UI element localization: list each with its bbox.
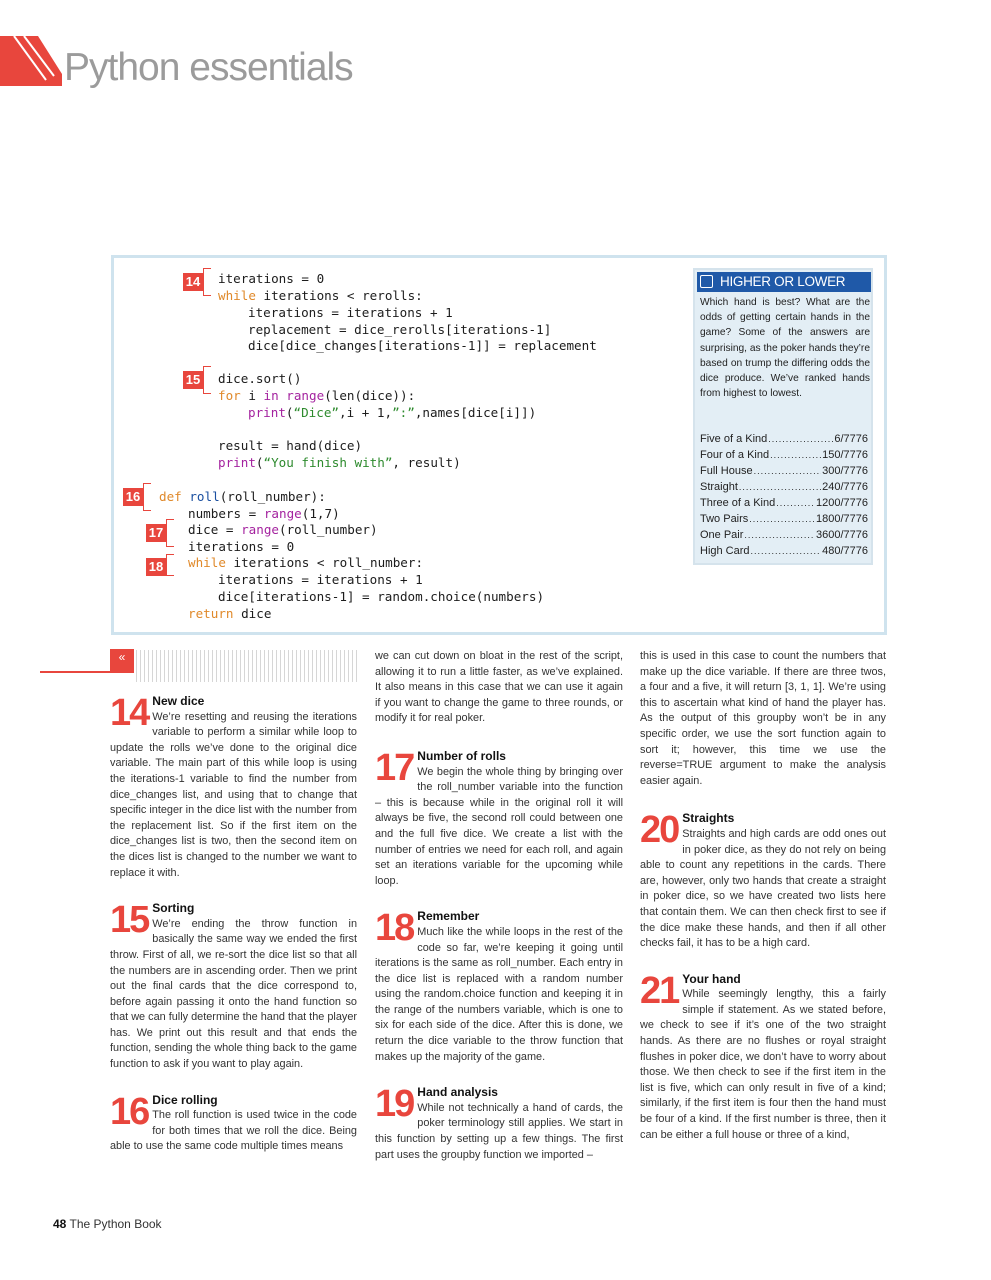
- step-title: Dice rolling: [152, 1092, 218, 1107]
- hand-row: Two Pairs ..... 1800/7776: [700, 511, 868, 527]
- step-title: Hand analysis: [417, 1085, 498, 1100]
- article-column-3: [640, 649, 886, 1163]
- hand-row: Five of a Kind ..... 6/7776: [700, 431, 868, 447]
- step-number: 14: [110, 694, 149, 734]
- code-line: dice[dice_changes[iterations-1]] = replacement: [248, 338, 597, 353]
- code-line: print(“Dice”,i + 1,”:”,names[dice[i]]): [248, 405, 537, 420]
- step-body: While seemingly lengthy, this a fairly simple if statement. As we stated before, we check to see if it’s one of the two straight hands. As there are no flushes or royal straight flushes in poker dice, we don’t have to worry about those. We then check to see if the first item in the list is five, which can only result in five of a kind; similarly, if the first item is four then the hand must be four of a kind. If the first number is three, then it can be either a full house or three of a kind,: [640, 988, 886, 1141]
- section-14: [110, 694, 357, 881]
- section-20: [640, 811, 886, 951]
- page-number: 48: [53, 1217, 67, 1231]
- step-body: Much like the while loops in the rest of the code so far, we’re keeping it going until iterations is the same as roll_number. Each entry in the dice list is replaced with a random number using the random.choice function and keeping it in the range of the numbers variable, which is one to six for each side of the dice. After this is done, we return the dice variable to the throw function that makes up the majority of the game.: [375, 925, 623, 1063]
- step-number: 20: [640, 811, 679, 852]
- section-18: [375, 909, 623, 1065]
- step-title: Straights: [682, 811, 735, 826]
- step-number: 16: [110, 1092, 149, 1133]
- hand-row: Straight ..... 240/7776: [700, 479, 868, 495]
- sidebar-header: [697, 272, 871, 292]
- step-title: New dice: [152, 694, 205, 708]
- code-brace-18: [166, 554, 174, 576]
- step-number: 19: [375, 1085, 414, 1126]
- section-16: [110, 1093, 357, 1155]
- step-title: Number of rolls: [417, 748, 506, 763]
- page-footer: [53, 1217, 162, 1231]
- code-brace-15: [203, 366, 211, 394]
- sidebar-title: HIGHER OR LOWER: [720, 274, 846, 289]
- code-brace-14: [203, 268, 211, 296]
- step-body: Straights and high cards are odd ones out in poker dice, as they do not rely on being able to count any repetitions in the cards. There are, however, only two hands that create a straight in poker dice, so we have created two lists here that contain them. We can then check first to see if the dice make these hands, and then if all other checks fail, it has to be a high card.: [640, 827, 886, 950]
- code-badge-16: 16: [123, 488, 143, 506]
- page-title: Python essentials: [64, 46, 353, 89]
- book-title: The Python Book: [69, 1217, 162, 1231]
- code-line: dice[iterations-1] = random.choice(numbers): [218, 589, 545, 604]
- code-line: return dice: [188, 606, 272, 621]
- code-line: for i in range(len(dice)):: [218, 388, 416, 403]
- code-line: result = hand(dice): [218, 438, 363, 453]
- hand-row: Four of a Kind ..... 150/7776: [700, 447, 868, 463]
- hand-row: Full House ..... 300/7776: [700, 463, 868, 479]
- code-line: replacement = dice_rerolls[iterations-1]: [248, 322, 552, 337]
- hand-row: Three of a Kind ..... 1200/7776: [700, 495, 868, 511]
- step-title: Remember: [417, 909, 480, 924]
- code-badge-14: 14: [183, 273, 203, 291]
- step-body: We’re resetting and reusing the iterations variable to perform a similar while loop to update the rolls we’ve done to the original dice variable. The main part of this while loop is using the iterations-1 variable to find the number from dice_changes list, and using that to change that specific integer in the dice list with the number from the replacement list. So if the first item on the dice_changes list is two, then the second item on the dices list is changed to the number we want to replace it with.: [110, 710, 357, 879]
- lightbulb-icon: [700, 275, 713, 288]
- step-body: The roll function is used twice in the code for both times that we roll the dice. Being able to use the same code multiple times means: [110, 1109, 357, 1153]
- code-line: iterations = iterations + 1: [218, 572, 423, 587]
- step-body: We’re ending the throw function in basically the same way we ended the first throw. First of all, we re-sort the dice list so that all the numbers are in ascending order. Then we print out the final cards that the dice correspond to, before again passing it onto the hand function so that we can fully determine the hand that the player has. We print out this result and that ends the function, sending the whole thing back to the game function to ask if you want to play again.: [110, 917, 357, 1071]
- decorative-divider: [40, 671, 113, 673]
- code-line: print(“You finish with”, result): [218, 455, 461, 470]
- code-line: numbers = range(1,7): [188, 506, 340, 521]
- code-line: iterations = 0: [188, 539, 295, 554]
- step-title: Your hand: [682, 971, 741, 986]
- code-line: iterations = 0: [218, 271, 325, 286]
- hand-row: High Card ..... 480/7776: [700, 543, 868, 559]
- code-line: def roll(roll_number):: [159, 489, 326, 504]
- continued-text: this is used in this case to count the numbers that make up the dice variable. If there are three twos, a four and a five, it will return [3, 1, 1]. We’re using this to ascertain what kind of hand the player has. As the output of this groupby won’t be in any specific order, we use the sort function again to sort it; however, this time we use the reverse=TRUE argument to make the analysis easier again.: [640, 650, 886, 787]
- code-line: while iterations < rerolls:: [218, 288, 423, 303]
- code-badge-18: 18: [146, 558, 166, 576]
- step-body: While not technically a hand of cards, the poker terminology still applies. We start in this function by setting up a few things. The first part uses the groupby function we imported –: [375, 1101, 623, 1161]
- section-21: [640, 972, 886, 1144]
- decorative-stripes: [136, 650, 358, 682]
- step-number: 17: [375, 748, 414, 789]
- code-badge-15: 15: [183, 371, 203, 389]
- code-line: dice = range(roll_number): [188, 522, 378, 537]
- article-column-1: [110, 694, 357, 1175]
- step-body: We begin the whole thing by bringing over the roll_number variable into the function – this is because while in the original roll it will always be five, the second roll could between one and the full five dice. We create a list with the number of entries we need for each roll, and again set an iterations variable for the upcoming while loop.: [375, 765, 623, 887]
- chevron-left-icon: «: [110, 649, 134, 673]
- step-title: Sorting: [152, 901, 195, 916]
- magazine-logo-icon: [0, 36, 62, 86]
- article-column-2: [375, 649, 623, 1183]
- section-15: [110, 901, 357, 1073]
- code-brace-16: [143, 483, 151, 511]
- higher-or-lower-sidebar: [693, 268, 873, 565]
- continued-text: we can cut down on bloat in the rest of the script, allowing it to run a little faster, as we’ve explained. It also means in this case that we can use it again if you want to change the game to three rounds, or modify it for real poker.: [375, 650, 623, 725]
- code-badge-17: 17: [146, 524, 166, 542]
- code-line: while iterations < roll_number:: [188, 555, 424, 570]
- section-19: [375, 1085, 623, 1163]
- code-brace-17: [166, 519, 174, 547]
- section-17: [375, 749, 623, 889]
- step-number: 15: [110, 901, 149, 942]
- code-line: dice.sort(): [218, 371, 302, 386]
- sidebar-intro: Which hand is best? What are the odds of getting certain hands in the game? Some of the answers are surprising, as the poker hands they’re based on trump the differing odds the dice produce. We’ve ranked hands from highest to lowest.: [700, 297, 870, 400]
- step-number: 18: [375, 909, 414, 950]
- code-line: iterations = iterations + 1: [248, 305, 453, 320]
- step-number: 21: [640, 971, 679, 1012]
- hand-odds-table: [700, 431, 868, 559]
- hand-row: One Pair ..... 3600/7776: [700, 527, 868, 543]
